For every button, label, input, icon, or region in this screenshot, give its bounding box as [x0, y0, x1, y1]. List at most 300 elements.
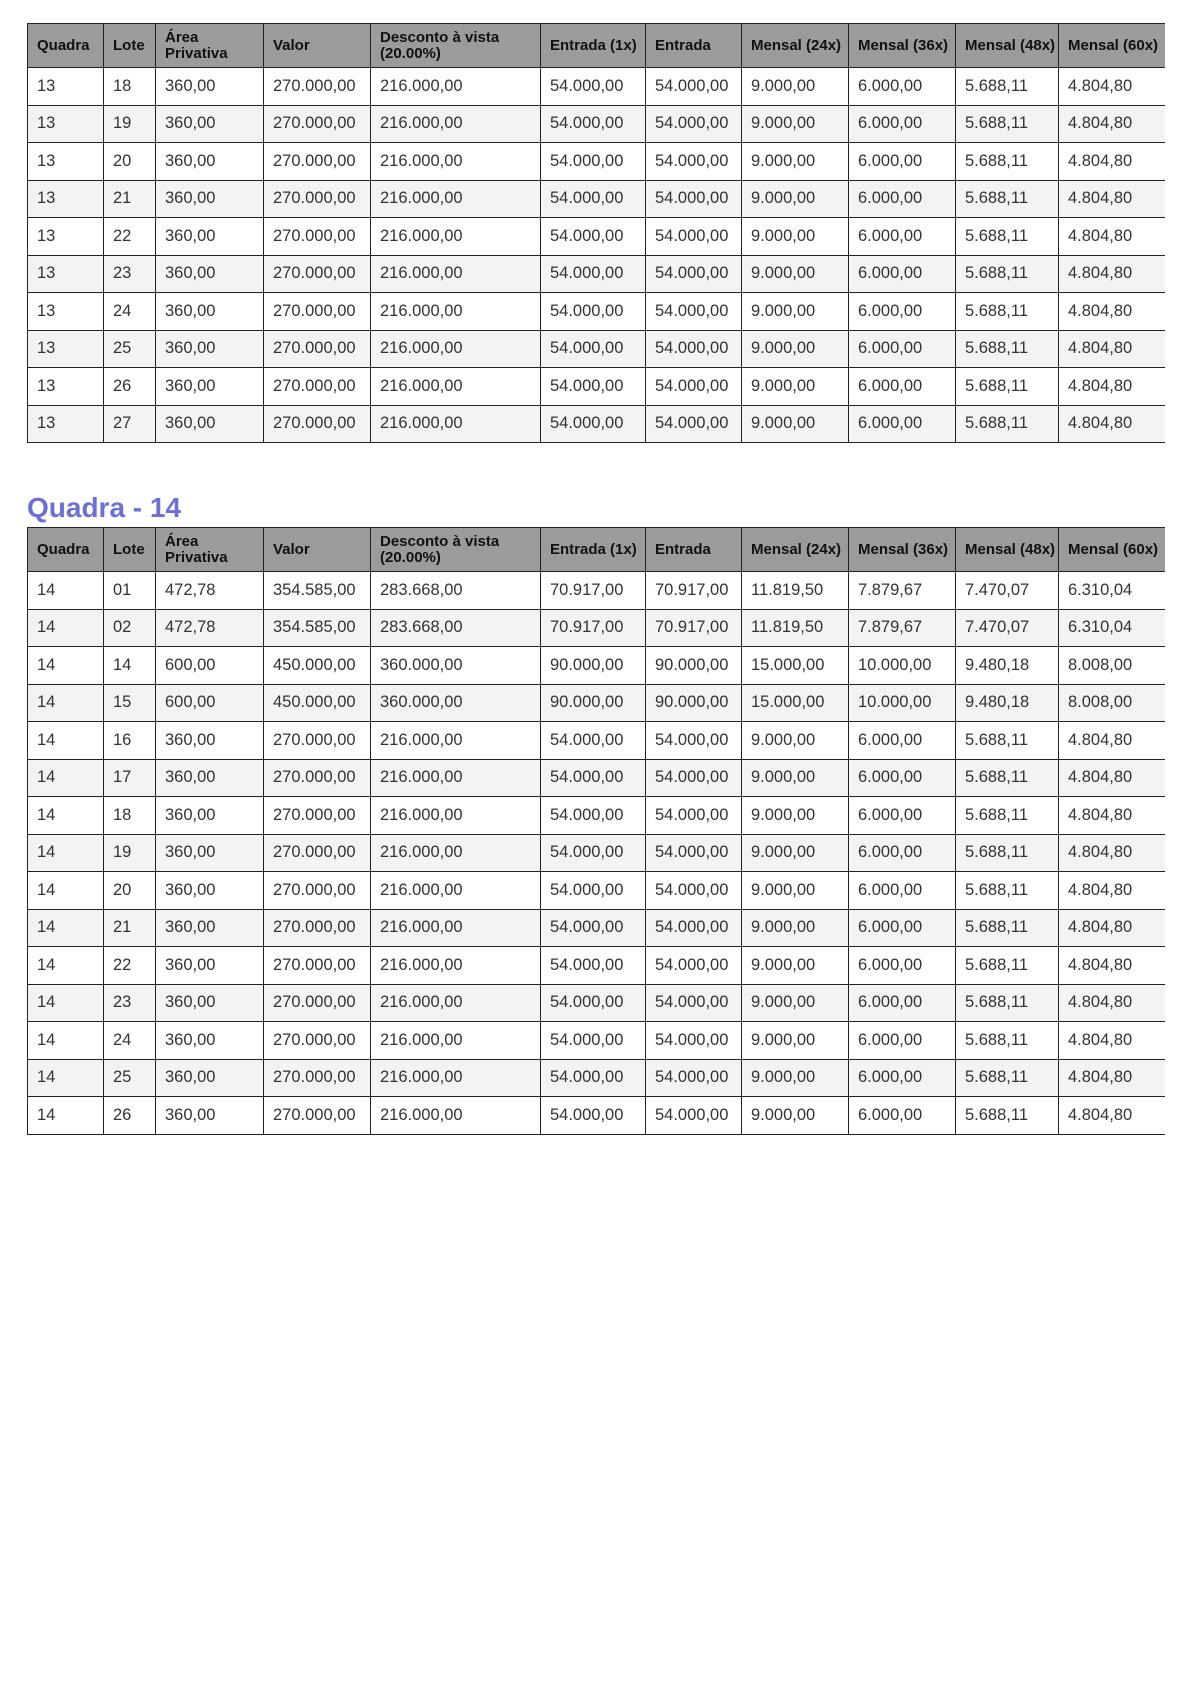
table-row — [28, 255, 1165, 293]
table-cell: 360,00 — [156, 143, 264, 181]
table-cell: 54.000,00 — [541, 1022, 646, 1060]
table-cell: 354.585,00 — [264, 609, 371, 647]
table-cell: 9.480,18 — [956, 684, 1059, 722]
table-cell: 5.688,11 — [956, 105, 1059, 143]
table-cell: 4.804,80 — [1059, 722, 1165, 760]
table-cell: 360,00 — [156, 368, 264, 406]
table-cell: 54.000,00 — [541, 909, 646, 947]
price-table-quadra-14 — [27, 527, 1164, 1135]
table-cell: 360,00 — [156, 947, 264, 985]
table-cell: 54.000,00 — [646, 834, 742, 872]
table-cell: 360,00 — [156, 797, 264, 835]
table-row — [28, 1022, 1165, 1060]
table-cell: 22 — [104, 218, 156, 256]
table-header-row — [28, 528, 1165, 572]
table-cell: 450.000,00 — [264, 647, 371, 685]
table-cell: 70.917,00 — [541, 572, 646, 610]
table-cell: 360,00 — [156, 872, 264, 910]
table-cell: 6.000,00 — [849, 872, 956, 910]
column-header: Entrada (1x) — [541, 528, 646, 572]
price-table-quadra-13 — [27, 23, 1164, 443]
table-cell: 360.000,00 — [371, 647, 541, 685]
table-cell: 5.688,11 — [956, 947, 1059, 985]
table-cell: 4.804,80 — [1059, 293, 1165, 331]
column-header: Lote — [104, 24, 156, 68]
table-cell: 8.008,00 — [1059, 647, 1165, 685]
table-cell: 54.000,00 — [541, 947, 646, 985]
table-cell: 360.000,00 — [371, 684, 541, 722]
table-cell: 27 — [104, 405, 156, 443]
table-cell: 360,00 — [156, 180, 264, 218]
table-cell: 90.000,00 — [646, 647, 742, 685]
table-cell: 270.000,00 — [264, 947, 371, 985]
table-cell: 11.819,50 — [742, 572, 849, 610]
table-cell: 216.000,00 — [371, 1097, 541, 1135]
table-cell: 14 — [28, 797, 104, 835]
table-cell: 360,00 — [156, 218, 264, 256]
table-cell: 4.804,80 — [1059, 1022, 1165, 1060]
table-cell: 360,00 — [156, 1097, 264, 1135]
table-cell: 54.000,00 — [541, 143, 646, 181]
table-cell: 5.688,11 — [956, 255, 1059, 293]
price-table — [27, 23, 1165, 443]
table-cell: 4.804,80 — [1059, 143, 1165, 181]
table-cell: 70.917,00 — [541, 609, 646, 647]
table-row — [28, 368, 1165, 406]
table-cell: 4.804,80 — [1059, 368, 1165, 406]
table-cell: 4.804,80 — [1059, 68, 1165, 106]
table-cell: 54.000,00 — [646, 180, 742, 218]
table-cell: 90.000,00 — [646, 684, 742, 722]
column-header: Mensal (24x) — [742, 24, 849, 68]
table-cell: 6.000,00 — [849, 180, 956, 218]
table-cell: 54.000,00 — [646, 909, 742, 947]
table-cell: 360,00 — [156, 405, 264, 443]
column-header: Área Privativa — [156, 24, 264, 68]
table-cell: 9.000,00 — [742, 1022, 849, 1060]
table-cell: 270.000,00 — [264, 872, 371, 910]
table-cell: 9.000,00 — [742, 180, 849, 218]
table-cell: 18 — [104, 68, 156, 106]
table-cell: 19 — [104, 105, 156, 143]
table-cell: 90.000,00 — [541, 647, 646, 685]
table-cell: 5.688,11 — [956, 143, 1059, 181]
table-cell: 01 — [104, 572, 156, 610]
table-cell: 10.000,00 — [849, 647, 956, 685]
table-cell: 54.000,00 — [541, 255, 646, 293]
table-cell: 02 — [104, 609, 156, 647]
table-cell: 9.000,00 — [742, 405, 849, 443]
table-row — [28, 722, 1165, 760]
table-cell: 6.000,00 — [849, 330, 956, 368]
table-cell: 360,00 — [156, 1059, 264, 1097]
table-cell: 450.000,00 — [264, 684, 371, 722]
column-header: Entrada — [646, 528, 742, 572]
table-cell: 216.000,00 — [371, 218, 541, 256]
table-row — [28, 909, 1165, 947]
table-cell: 9.000,00 — [742, 293, 849, 331]
table-cell: 22 — [104, 947, 156, 985]
table-cell: 5.688,11 — [956, 1059, 1059, 1097]
table-cell: 6.000,00 — [849, 834, 956, 872]
table-row — [28, 947, 1165, 985]
table-row — [28, 330, 1165, 368]
table-cell: 9.000,00 — [742, 722, 849, 760]
table-cell: 16 — [104, 722, 156, 760]
table-cell: 18 — [104, 797, 156, 835]
table-cell: 14 — [104, 647, 156, 685]
table-cell: 70.917,00 — [646, 572, 742, 610]
table-cell: 216.000,00 — [371, 143, 541, 181]
table-cell: 54.000,00 — [646, 143, 742, 181]
table-cell: 5.688,11 — [956, 797, 1059, 835]
table-cell: 4.804,80 — [1059, 984, 1165, 1022]
table-cell: 23 — [104, 984, 156, 1022]
table-cell: 6.000,00 — [849, 909, 956, 947]
column-header: Mensal (60x) — [1059, 24, 1165, 68]
table-cell: 8.008,00 — [1059, 684, 1165, 722]
table-cell: 13 — [28, 368, 104, 406]
table-cell: 54.000,00 — [646, 984, 742, 1022]
table-cell: 15.000,00 — [742, 684, 849, 722]
table-cell: 283.668,00 — [371, 572, 541, 610]
table-cell: 5.688,11 — [956, 909, 1059, 947]
table-cell: 70.917,00 — [646, 609, 742, 647]
column-header: Entrada — [646, 24, 742, 68]
table-cell: 270.000,00 — [264, 759, 371, 797]
table-cell: 54.000,00 — [541, 872, 646, 910]
table-cell: 9.480,18 — [956, 647, 1059, 685]
table-header-row — [28, 24, 1165, 68]
table-cell: 54.000,00 — [646, 797, 742, 835]
table-cell: 14 — [28, 1022, 104, 1060]
column-header: Desconto à vista (20.00%) — [371, 24, 541, 68]
table-cell: 216.000,00 — [371, 797, 541, 835]
table-cell: 13 — [28, 405, 104, 443]
table-cell: 270.000,00 — [264, 722, 371, 760]
table-cell: 54.000,00 — [541, 180, 646, 218]
table-cell: 14 — [28, 984, 104, 1022]
table-cell: 4.804,80 — [1059, 218, 1165, 256]
table-cell: 270.000,00 — [264, 218, 371, 256]
table-cell: 216.000,00 — [371, 255, 541, 293]
table-cell: 216.000,00 — [371, 909, 541, 947]
column-header: Quadra — [28, 528, 104, 572]
table-cell: 9.000,00 — [742, 1059, 849, 1097]
table-cell: 14 — [28, 572, 104, 610]
table-cell: 13 — [28, 330, 104, 368]
table-cell: 6.000,00 — [849, 143, 956, 181]
table-cell: 270.000,00 — [264, 797, 371, 835]
column-header: Entrada (1x) — [541, 24, 646, 68]
table-row — [28, 984, 1165, 1022]
table-cell: 20 — [104, 872, 156, 910]
section-title: Quadra - 14 — [27, 492, 182, 523]
table-cell: 6.000,00 — [849, 947, 956, 985]
table-cell: 360,00 — [156, 68, 264, 106]
table-cell: 283.668,00 — [371, 609, 541, 647]
table-row — [28, 572, 1165, 610]
table-cell: 5.688,11 — [956, 759, 1059, 797]
table-cell: 600,00 — [156, 647, 264, 685]
table-cell: 13 — [28, 105, 104, 143]
table-cell: 7.879,67 — [849, 572, 956, 610]
table-cell: 6.000,00 — [849, 368, 956, 406]
table-cell: 270.000,00 — [264, 834, 371, 872]
table-cell: 216.000,00 — [371, 105, 541, 143]
table-cell: 9.000,00 — [742, 330, 849, 368]
column-header: Área Privativa — [156, 528, 264, 572]
table-row — [28, 834, 1165, 872]
table-cell: 360,00 — [156, 722, 264, 760]
table-cell: 270.000,00 — [264, 68, 371, 106]
table-cell: 216.000,00 — [371, 759, 541, 797]
table-cell: 9.000,00 — [742, 143, 849, 181]
table-cell: 270.000,00 — [264, 330, 371, 368]
column-header: Valor — [264, 528, 371, 572]
table-cell: 360,00 — [156, 909, 264, 947]
table-cell: 54.000,00 — [541, 68, 646, 106]
table-cell: 270.000,00 — [264, 1022, 371, 1060]
table-cell: 54.000,00 — [541, 105, 646, 143]
table-cell: 5.688,11 — [956, 722, 1059, 760]
table-cell: 360,00 — [156, 834, 264, 872]
table-cell: 9.000,00 — [742, 68, 849, 106]
column-header: Mensal (36x) — [849, 24, 956, 68]
table-cell: 90.000,00 — [541, 684, 646, 722]
table-cell: 6.000,00 — [849, 722, 956, 760]
column-header: Valor — [264, 24, 371, 68]
table-cell: 54.000,00 — [541, 368, 646, 406]
table-cell: 5.688,11 — [956, 872, 1059, 910]
table-cell: 216.000,00 — [371, 834, 541, 872]
table-row — [28, 218, 1165, 256]
table-cell: 54.000,00 — [541, 1097, 646, 1135]
table-cell: 10.000,00 — [849, 684, 956, 722]
table-cell: 13 — [28, 180, 104, 218]
table-cell: 54.000,00 — [646, 872, 742, 910]
table-cell: 9.000,00 — [742, 872, 849, 910]
table-cell: 354.585,00 — [264, 572, 371, 610]
table-cell: 6.000,00 — [849, 984, 956, 1022]
table-cell: 9.000,00 — [742, 834, 849, 872]
table-cell: 216.000,00 — [371, 368, 541, 406]
table-cell: 270.000,00 — [264, 180, 371, 218]
table-cell: 6.000,00 — [849, 1022, 956, 1060]
table-cell: 360,00 — [156, 1022, 264, 1060]
table-cell: 54.000,00 — [646, 1097, 742, 1135]
table-cell: 54.000,00 — [541, 330, 646, 368]
table-cell: 54.000,00 — [541, 834, 646, 872]
table-row — [28, 684, 1165, 722]
table-cell: 54.000,00 — [646, 368, 742, 406]
table-cell: 4.804,80 — [1059, 255, 1165, 293]
table-cell: 13 — [28, 255, 104, 293]
table-cell: 360,00 — [156, 759, 264, 797]
table-cell: 5.688,11 — [956, 68, 1059, 106]
column-header: Desconto à vista (20.00%) — [371, 528, 541, 572]
table-cell: 472,78 — [156, 609, 264, 647]
table-cell: 5.688,11 — [956, 180, 1059, 218]
table-cell: 54.000,00 — [541, 722, 646, 760]
table-cell: 54.000,00 — [646, 218, 742, 256]
table-cell: 216.000,00 — [371, 984, 541, 1022]
table-cell: 270.000,00 — [264, 405, 371, 443]
table-cell: 14 — [28, 759, 104, 797]
table-cell: 6.000,00 — [849, 1059, 956, 1097]
table-cell: 54.000,00 — [541, 293, 646, 331]
table-row — [28, 872, 1165, 910]
table-cell: 54.000,00 — [646, 759, 742, 797]
table-cell: 20 — [104, 143, 156, 181]
table-cell: 4.804,80 — [1059, 759, 1165, 797]
table-cell: 4.804,80 — [1059, 405, 1165, 443]
table-cell: 216.000,00 — [371, 947, 541, 985]
table-cell: 6.000,00 — [849, 255, 956, 293]
table-cell: 54.000,00 — [646, 255, 742, 293]
table-cell: 9.000,00 — [742, 105, 849, 143]
table-cell: 54.000,00 — [646, 405, 742, 443]
table-cell: 4.804,80 — [1059, 947, 1165, 985]
table-cell: 5.688,11 — [956, 330, 1059, 368]
table-cell: 17 — [104, 759, 156, 797]
table-cell: 21 — [104, 909, 156, 947]
table-cell: 9.000,00 — [742, 909, 849, 947]
table-cell: 600,00 — [156, 684, 264, 722]
table-cell: 5.688,11 — [956, 834, 1059, 872]
table-cell: 5.688,11 — [956, 293, 1059, 331]
table-cell: 4.804,80 — [1059, 797, 1165, 835]
table-cell: 54.000,00 — [541, 984, 646, 1022]
table-cell: 54.000,00 — [646, 105, 742, 143]
table-cell: 5.688,11 — [956, 218, 1059, 256]
table-cell: 9.000,00 — [742, 255, 849, 293]
table-cell: 4.804,80 — [1059, 1059, 1165, 1097]
table-cell: 14 — [28, 722, 104, 760]
table-cell: 13 — [28, 293, 104, 331]
table-row — [28, 647, 1165, 685]
table-cell: 270.000,00 — [264, 1059, 371, 1097]
table-cell: 6.000,00 — [849, 759, 956, 797]
table-cell: 13 — [28, 143, 104, 181]
table-cell: 6.000,00 — [849, 105, 956, 143]
table-cell: 14 — [28, 609, 104, 647]
table-cell: 270.000,00 — [264, 909, 371, 947]
table-cell: 270.000,00 — [264, 143, 371, 181]
table-cell: 14 — [28, 1059, 104, 1097]
table-cell: 15.000,00 — [742, 647, 849, 685]
table-cell: 23 — [104, 255, 156, 293]
table-cell: 6.310,04 — [1059, 572, 1165, 610]
table-row — [28, 797, 1165, 835]
table-cell: 6.000,00 — [849, 293, 956, 331]
table-row — [28, 68, 1165, 106]
table-cell: 216.000,00 — [371, 68, 541, 106]
table-cell: 54.000,00 — [646, 1059, 742, 1097]
table-cell: 360,00 — [156, 330, 264, 368]
table-cell: 25 — [104, 330, 156, 368]
table-cell: 216.000,00 — [371, 722, 541, 760]
column-header: Mensal (36x) — [849, 528, 956, 572]
table-cell: 54.000,00 — [541, 218, 646, 256]
table-cell: 54.000,00 — [646, 293, 742, 331]
table-cell: 54.000,00 — [646, 68, 742, 106]
table-cell: 360,00 — [156, 293, 264, 331]
table-cell: 15 — [104, 684, 156, 722]
table-cell: 5.688,11 — [956, 368, 1059, 406]
table-cell: 9.000,00 — [742, 759, 849, 797]
table-cell: 6.000,00 — [849, 218, 956, 256]
table-cell: 5.688,11 — [956, 405, 1059, 443]
table-cell: 6.310,04 — [1059, 609, 1165, 647]
table-cell: 216.000,00 — [371, 405, 541, 443]
table-cell: 4.804,80 — [1059, 105, 1165, 143]
table-cell: 54.000,00 — [541, 759, 646, 797]
table-cell: 14 — [28, 947, 104, 985]
table-cell: 9.000,00 — [742, 218, 849, 256]
table-cell: 54.000,00 — [646, 330, 742, 368]
table-row — [28, 105, 1165, 143]
table-cell: 4.804,80 — [1059, 909, 1165, 947]
table-cell: 14 — [28, 872, 104, 910]
table-row — [28, 1097, 1165, 1135]
table-cell: 13 — [28, 218, 104, 256]
table-cell: 216.000,00 — [371, 872, 541, 910]
table-cell: 270.000,00 — [264, 105, 371, 143]
table-cell: 54.000,00 — [541, 797, 646, 835]
table-cell: 7.470,07 — [956, 609, 1059, 647]
table-cell: 25 — [104, 1059, 156, 1097]
price-table — [27, 527, 1165, 1135]
table-cell: 6.000,00 — [849, 405, 956, 443]
table-cell: 11.819,50 — [742, 609, 849, 647]
table-cell: 14 — [28, 909, 104, 947]
table-cell: 216.000,00 — [371, 293, 541, 331]
table-cell: 9.000,00 — [742, 984, 849, 1022]
table-cell: 7.879,67 — [849, 609, 956, 647]
table-cell: 54.000,00 — [541, 1059, 646, 1097]
table-row — [28, 143, 1165, 181]
table-cell: 14 — [28, 684, 104, 722]
table-cell: 54.000,00 — [646, 947, 742, 985]
table-cell: 270.000,00 — [264, 984, 371, 1022]
table-cell: 270.000,00 — [264, 1097, 371, 1135]
table-cell: 4.804,80 — [1059, 872, 1165, 910]
table-cell: 9.000,00 — [742, 947, 849, 985]
table-cell: 13 — [28, 68, 104, 106]
table-cell: 26 — [104, 1097, 156, 1135]
table-cell: 360,00 — [156, 105, 264, 143]
table-cell: 19 — [104, 834, 156, 872]
column-header: Mensal (60x) — [1059, 528, 1165, 572]
table-cell: 360,00 — [156, 984, 264, 1022]
table-row — [28, 405, 1165, 443]
table-row — [28, 180, 1165, 218]
table-cell: 6.000,00 — [849, 797, 956, 835]
table-cell: 24 — [104, 1022, 156, 1060]
table-row — [28, 609, 1165, 647]
table-cell: 54.000,00 — [646, 722, 742, 760]
table-cell: 24 — [104, 293, 156, 331]
table-cell: 5.688,11 — [956, 1022, 1059, 1060]
table-cell: 26 — [104, 368, 156, 406]
column-header: Mensal (24x) — [742, 528, 849, 572]
table-cell: 14 — [28, 1097, 104, 1135]
table-cell: 216.000,00 — [371, 330, 541, 368]
table-cell: 4.804,80 — [1059, 180, 1165, 218]
column-header: Mensal (48x) — [956, 528, 1059, 572]
column-header: Quadra — [28, 24, 104, 68]
